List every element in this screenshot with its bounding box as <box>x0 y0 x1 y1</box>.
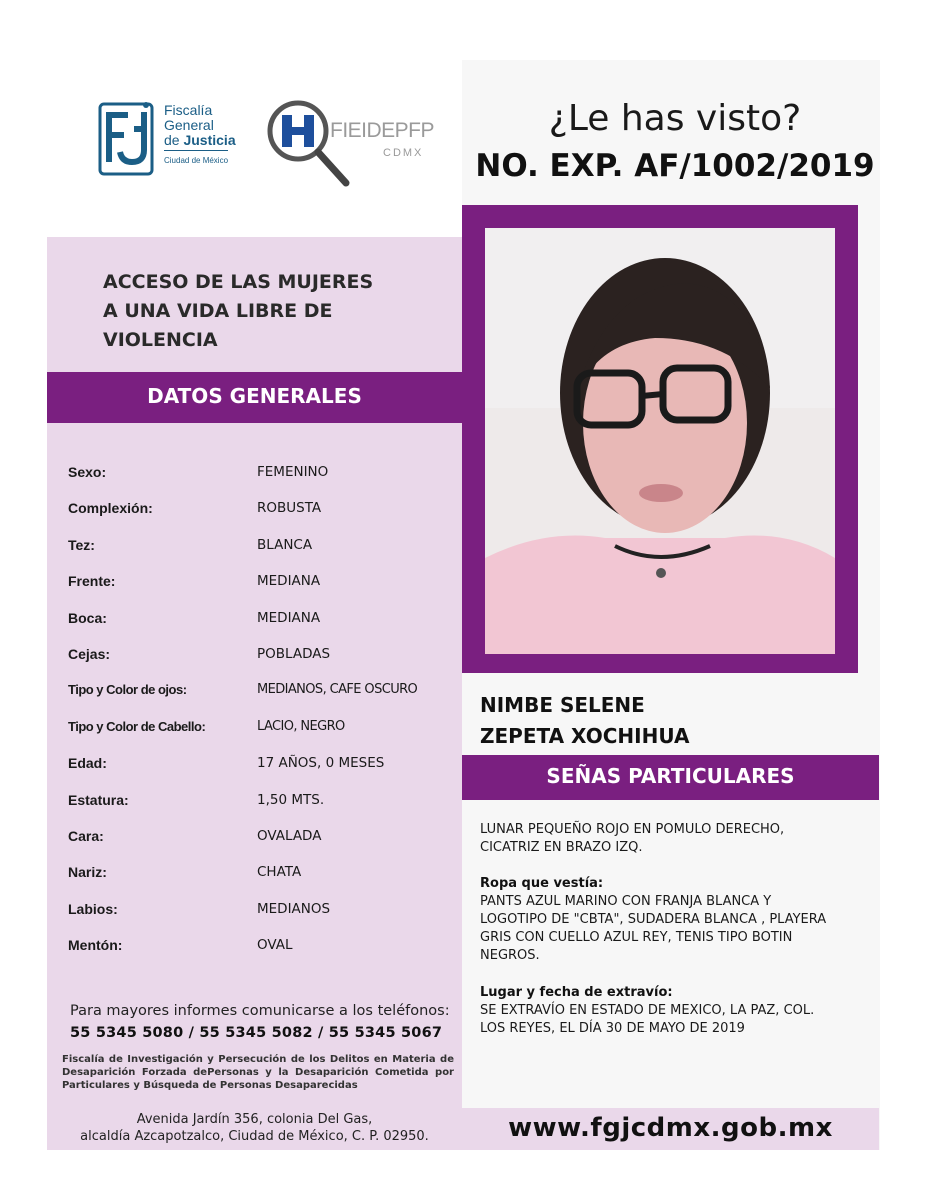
field-value: POBLADAS <box>257 645 331 662</box>
field-value: 1,50 MTS. <box>257 791 325 808</box>
field-row-complexion <box>68 500 448 536</box>
field-label: Tipo y Color de Cabello: <box>68 718 206 734</box>
fieidepfp-logo-name: FIEIDEPFP <box>330 119 435 142</box>
field-row-cejas <box>68 646 448 682</box>
person-last-names: ZEPETA XOCHIHUA <box>480 724 690 748</box>
place-description <box>480 1002 865 1038</box>
person-name <box>480 690 689 752</box>
fieidepfp-logo <box>262 97 467 189</box>
address <box>47 1111 462 1145</box>
field-row-edad <box>68 755 448 791</box>
field-value: FEMENINO <box>257 464 329 480</box>
field-label: Cejas: <box>68 645 111 662</box>
clothing-description <box>480 893 865 965</box>
field-row-cara <box>68 828 448 864</box>
field-label: Frente: <box>68 573 116 590</box>
field-value: MEDIANA <box>257 573 321 590</box>
distinguishing-marks <box>480 821 865 857</box>
fgj-logo-line2: General <box>164 117 214 133</box>
field-row-cabello <box>68 719 448 755</box>
field-label: Complexión: <box>68 500 153 517</box>
field-label: Tipo y Color de ojos: <box>68 682 187 698</box>
field-row-estatura <box>68 792 448 828</box>
marks-line: LUNAR PEQUEÑO ROJO EN POMULO DERECHO, <box>480 822 785 837</box>
field-value: OVALADA <box>257 827 322 844</box>
field-row-tez <box>68 537 448 573</box>
field-label: Estatura: <box>68 791 129 808</box>
clothing-line: PANTS AZUL MARINO CON FRANJA BLANCA Y <box>480 894 772 909</box>
person-portrait-icon <box>485 228 835 654</box>
expediente-number: NO. EXP. AF/1002/2019 <box>475 148 875 184</box>
field-value: MEDIANOS <box>257 900 331 917</box>
field-label: Tez: <box>68 536 95 553</box>
field-value: ROBUSTA <box>257 500 322 517</box>
organization-name: Fiscalía de Investigación y Persecución de los Delitos en Materia de Desaparición Forzada dePersonas y la Desaparición Cometida por Particulares y Búsqueda de Personas Desaparecidas <box>62 1054 454 1091</box>
clothing-title: Ropa que vestía: <box>480 876 604 891</box>
field-row-nariz <box>68 864 448 900</box>
field-row-frente <box>68 573 448 609</box>
clothing-line: NEGROS. <box>480 948 540 963</box>
field-row-ojos <box>68 682 448 718</box>
contact-label: Para mayores informes comunicarse a los teléfonos: <box>70 1003 450 1019</box>
fieidepfp-logo-sub: CDMX <box>383 147 424 159</box>
field-label: Nariz: <box>68 864 107 881</box>
field-value: LACIO, NEGRO <box>257 718 345 734</box>
address-line: alcaldía Azcapotzalco, Ciudad de México, C. P. 02950. <box>80 1129 429 1144</box>
field-value: 17 AÑOS, 0 MESES <box>257 755 385 772</box>
field-label: Mentón: <box>68 937 123 954</box>
website-link[interactable]: www.fgjcdmx.gob.mx <box>508 1113 833 1143</box>
magnifier-icon <box>262 97 352 189</box>
place-title: Lugar y fecha de extravío: <box>480 985 673 1000</box>
fgj-logo-line3-prefix: de <box>164 132 180 148</box>
intro-line: ACCESO DE LAS MUJERES <box>103 271 374 293</box>
field-row-sexo <box>68 464 448 500</box>
fgj-emblem-icon <box>98 100 156 178</box>
fgj-logo-line1: Fiscalía <box>164 102 213 118</box>
headline: ¿Le has visto? <box>548 98 802 139</box>
senas-particulares-banner <box>462 755 879 800</box>
datos-generales-banner <box>47 372 462 423</box>
field-value: OVAL <box>257 937 293 954</box>
fgj-logo-line3-bold: Justicia <box>183 132 236 148</box>
marks-line: CICATRIZ EN BRAZO IZQ. <box>480 840 643 855</box>
field-row-labios <box>68 901 448 937</box>
field-value: CHATA <box>257 864 302 881</box>
field-row-boca <box>68 610 448 646</box>
field-label: Labios: <box>68 900 118 917</box>
datos-generales-list <box>68 464 448 973</box>
field-label: Cara: <box>68 827 104 844</box>
intro-line: VIOLENCIA <box>103 329 218 351</box>
person-first-names: NIMBE SELENE <box>480 693 645 717</box>
field-value: BLANCA <box>257 536 313 553</box>
field-label: Boca: <box>68 609 107 626</box>
intro-line: A UNA VIDA LIBRE DE <box>103 300 333 322</box>
datos-generales-title: DATOS GENERALES <box>147 384 362 408</box>
fgj-logo-city: Ciudad de México <box>164 150 228 168</box>
clothing-line: GRIS CON CUELLO AZUL REY, TENIS TIPO BOTIN <box>480 930 793 945</box>
field-row-menton <box>68 937 448 973</box>
fgj-logo-text <box>164 103 236 168</box>
field-value: MEDIANOS, CAFE OSCURO <box>257 682 418 698</box>
field-label: Sexo: <box>68 464 107 480</box>
place-line: SE EXTRAVÍO EN ESTADO DE MEXICO, LA PAZ, COL. <box>480 1003 815 1018</box>
field-label: Edad: <box>68 755 107 772</box>
fgj-logo <box>98 100 258 180</box>
clothing-line: LOGOTIPO DE "CBTA", SUDADERA BLANCA , PLAYERA <box>480 912 827 927</box>
intro-heading <box>103 268 433 355</box>
phone-numbers: 55 5345 5080 / 55 5345 5082 / 55 5345 5067 <box>70 1025 443 1041</box>
address-line: Avenida Jardín 356, colonia Del Gas, <box>136 1112 373 1127</box>
place-line: LOS REYES, EL DÍA 30 DE MAYO DE 2019 <box>480 1021 745 1036</box>
senas-particulares-title: SEÑAS PARTICULARES <box>546 764 795 788</box>
missing-person-photo <box>485 228 835 654</box>
field-value: MEDIANA <box>257 609 321 626</box>
